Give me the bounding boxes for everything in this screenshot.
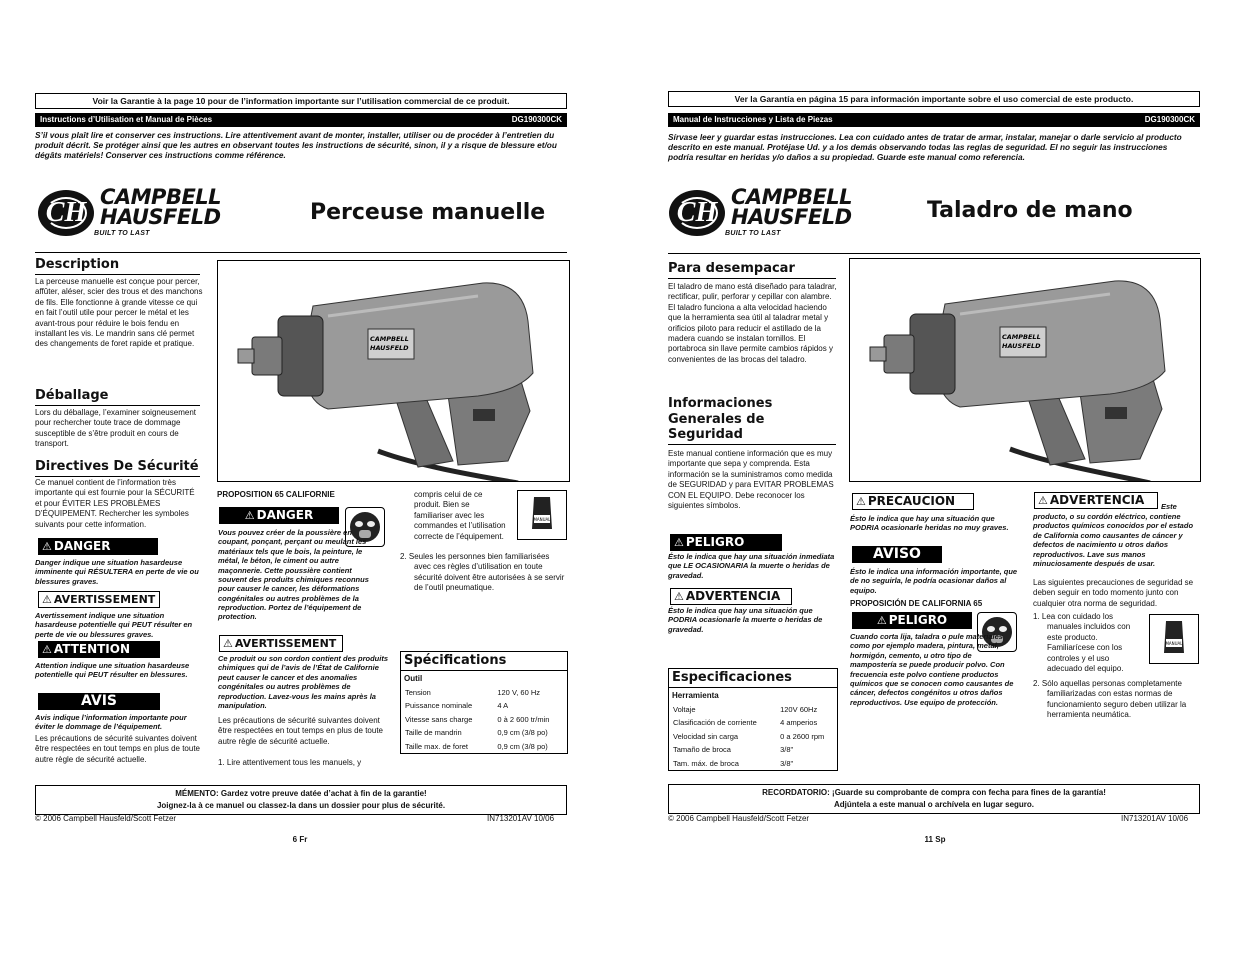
read-manual-icon [517,490,567,540]
danger-label [670,534,782,551]
danger-desc: Ésto le indica que hay una situación inmediata que LE OCASIONARIA la muerte o heridas de gravedad. [668,552,835,580]
safety-heading: Directives De Sécurité [35,459,200,477]
attention-desc: Attention indique une situation hasardeuse potentielle qui PEUT résulter en blessures. [35,661,190,680]
page-number: 11 Sp [924,835,946,844]
reminder-box [668,784,1200,814]
notice-label [852,546,942,563]
unpacking-text: Lors du déballage, l’examiner soigneusement pour rechercher toute trace de dommage susceptible de s’être produit en cours de transport. [35,408,196,449]
header-bar-left: Manual de Instrucciones y Lista de Piezas [673,115,833,125]
attention-text: ATTENTION [53,642,131,657]
spec-value: 120 V, 60 Hz [497,687,541,697]
prop65-desc: Vous pouvez créer de la poussière en coupant, ponçant, perçant ou meulant les matériaux tels que le bois, la peinture, le métal, le béton, le ciment ou autre maçonnerie. Cette poussière contient souvent des produits chimiques reconnus pour causer le cancer, les déformations congénitales ou autres problèmes de la reproduction. Portez de l’équipement de protection. [218,528,369,622]
spec-value: 3/8" [780,758,794,768]
unpacking-text: El taladro de mano está diseñado para taladrar, rectificar, pulir, perforar y cepillar con alambre. El taladro funciona a alta velocidad haciendo que la herramienta sea útil al taladrar metal y orificios piloto para reducir el astillado de la madera cuando se instalan tornillos. El portabroca sin llave permite cambios rápidos y convenientes de las brocas del taladro. [668,282,837,364]
warning2-desc: Ce produit ou son cordon contient des produits chimiques qui de l’avis de l’État de Californie peut causer le cancer et des anomalies congénitales ou autres problèmes de reproduction. Lavez-vous les mains après la manipulation. [218,654,388,710]
table-row [669,730,837,744]
description-heading: Description [35,257,200,275]
caution-text: PRECAUCION [867,494,956,509]
logo-line2: HAUSFELD [731,204,852,229]
header-bar [35,113,567,127]
warning-triangle-icon: ⚠ [223,636,233,650]
spec-label: Velocidad sin carga [673,731,739,741]
prop65-heading: PROPOSICIÓN DE CALIFORNIA 65 [850,599,983,608]
unpacking-heading: Déballage [35,388,200,406]
warning-triangle-icon: ⚠ [876,613,887,627]
drill-photo [217,260,570,482]
notice-text: AVISO [873,545,921,562]
intro-text: S’il vous plaît lire et conserver ces instructions. Lire attentivement avant de monter, installer, utiliser ou de procéder à l’entretien du produit décrit. Se protéger ainsi que les autres en observant toutes les instructions de sécurité, sinon, il y a risque de blessure et/ou dégâts matériels! Conserver ces instructions comme référence. [35,130,557,160]
warning-triangle-icon: ⚠ [42,592,52,606]
logo-mark: CH [38,190,94,236]
page-title: Perceuse manuelle [310,200,546,225]
warning-triangle-icon: ⚠ [42,539,52,553]
table-row [401,686,567,700]
spec-value: 4 A [497,701,509,711]
precautions-mid: Les précautions de sécurité suivantes doivent être respectées en tout temps en plus de toute autre règle de sécurité actuelle. [218,716,383,746]
warning2-first-word: Este [1161,502,1177,511]
doc-code: IN713201AV 10/06 [1121,814,1189,823]
item-2: 2. Seules les personnes bien familiarisées avec ces règles d’utilisation en toute sécurité doivent être autorisées à se servir de l’outil pneumatique. [400,552,565,593]
prop65-danger-label [219,507,339,524]
page-title: Taladro de mano [927,198,1133,223]
notice-label [38,693,160,710]
manual-tag: MANUAL [533,517,551,522]
warning2-text: AVERTISSEMENT [234,636,337,650]
description-text: La perceuse manuelle est conçue pour percer, affûter, aléser, scier des trous et des manchons de fils. Elle fonctionne à grande vitesse ce qui en fait l’outil utile pour percer le métal et les avant-trous pour réduire le bois fendu en installant les vis. Le mandrin sans clé permet des changements de foret rapide et pratique. [35,277,203,349]
spec-label: Tension [405,687,431,697]
drill-image [850,259,1201,482]
brand-logo [669,185,853,238]
item-1b: compris celui de ce produit. Bien se familiariser avec les commandes et l’utilisation correcte de l’équipement. [414,490,506,541]
divider [668,253,1200,254]
model-number: DG190300CK [1144,115,1195,125]
danger-text: PELIGRO [685,535,745,550]
manual-tag: MANUAL [1165,641,1183,646]
spec-value: 0,9 cm (3/8 po) [497,741,548,751]
warning-triangle-icon: ⚠ [856,494,866,508]
spec-value: 0,9 cm (3/8 po) [497,728,548,738]
reminder-line-1: RECORDATORIO: ¡Guarde su comprobante de compra con fecha para fines de la garantía! [762,788,1106,797]
warranty-note: Voir la Garantie à la page 10 pour de l’information importante sur l’utilisation commercial de ce produit. [35,93,567,109]
prop65-danger-text: DANGER [256,508,314,523]
warning-triangle-icon: ⚠ [674,535,684,549]
warning-desc: Avertissement indique une situation hasardeuse potentielle qui PEUT résulter en perte de vie ou blessures graves. [35,611,193,639]
prop65-danger-text: PELIGRO [888,613,948,628]
warning2-label [219,635,343,652]
divider [35,252,567,253]
danger-label [38,538,158,555]
brand-logo [38,185,222,238]
copyright: © 2006 Campbell Hausfeld/Scott Fetzer [35,814,177,823]
attention-label [38,641,160,658]
warranty-note: Ver la Garantía en página 15 para información importante sobre el uso comercial de este producto. [668,91,1200,107]
copyright: © 2006 Campbell Hausfeld/Scott Fetzer [668,814,810,823]
spec-value: 3/8" [780,745,794,755]
item-1a: 1. Lire attentivement tous les manuels, y [218,758,362,767]
reminder-box [35,785,567,815]
model-number: DG190300CK [511,115,562,125]
danger-desc: Danger indique une situation hasardeuse imminente qui RÉSULTERA en perte de vie ou blessures graves. [35,558,199,586]
warning-triangle-icon: ⚠ [1038,493,1048,507]
reminder-line-2: Adjúntela a este manual o archívela en lugar seguro. [833,800,1035,809]
notice-desc: Avis indique l’information importante pour éviter le dommage de l’équipement. [35,713,187,732]
spec-rows [669,703,837,771]
spec-table [400,651,568,754]
warning2-text: ADVERTENCIA [1049,493,1145,508]
prop65-heading: PROPOSITION 65 CALIFORNIE [217,490,335,499]
drill-brand-2: HAUSFELD [370,344,409,352]
drill-brand-1: CAMPBELL [370,335,409,343]
spec-heading: Especificaciones [669,669,837,688]
drill-brand-2: HAUSFELD [1002,342,1041,350]
warning-desc: Ésto le indica que hay una situación que PODRIA ocasionarle la muerte o heridas de gravedad. [668,606,823,634]
spec-label: Taille max. de foret [405,741,468,751]
caution-label [852,493,974,510]
unpacking-heading: Para desempacar [668,261,836,279]
prop65-desc: Cuando corta lija, taladra o pule materiales como por ejemplo madera, pintura, metal, hormigón, cemento, u otro tipo de mampostería se puede producir polvo. Con frecuencia este polvo contiene productos químicos que se conocen como causantes de cáncer, defectos congénitos u otros daños reproductivos. Use equipo de protección. [850,632,1014,707]
table-row [669,757,837,771]
table-row [401,726,567,740]
doc-code: IN713201AV 10/06 [487,814,555,823]
notice-desc: Ésto le indica una información importante, que de no seguirla, le podría ocasionar daños al equipo. [850,567,1018,595]
spec-value: 0 à 2 600 tr/min [497,714,550,724]
logo-mark: CH [669,190,725,236]
spec-label: Vitesse sans charge [405,714,473,724]
table-row [401,740,567,754]
spec-subheading: Outil [404,673,423,683]
warning-label [38,591,160,608]
caution-desc: Ésto le indica que hay una situación que PODRIA ocasionarle heridas no muy graves. [850,514,1009,533]
warning-triangle-icon: ⚠ [244,508,255,522]
table-row [669,703,837,717]
manual-glyph [522,493,562,537]
drill-image [218,261,570,482]
spec-label: Voltaje [673,704,696,714]
item-2: 2. Sólo aquellas personas completamente familiarizadas con estas normas de funcionamiento seguro deben utilizar la herramienta neumática. [1033,679,1187,720]
warning-triangle-icon: ⚠ [674,589,684,603]
safety-text: Este manual contiene información que es muy importante que sepa y comprenda. Esta información se la suministramos como medida de SEGURIDAD y para EVITAR PROBLEMAS CON EL EQUIPO. Debe reconocer los siguientes símbolos. [668,449,834,510]
spec-rows [401,686,567,754]
item-1: 1. Lea con cuidado los manuales incluidos con este producto. Familiarícese con los controles y el uso adecuado del equipo. [1033,612,1131,673]
spec-table [668,668,838,771]
spec-subheading: Herramienta [672,690,719,700]
warning-triangle-icon: ⚠ [42,642,52,656]
table-row [669,716,837,730]
warning-label [670,588,792,605]
header-bar [668,113,1200,127]
logo-tagline: BUILT TO LAST [94,229,150,237]
notice-text: AVIS [80,692,117,709]
danger-text: DANGER [53,539,111,554]
table-row [401,699,567,713]
logo-tagline: BUILT TO LAST [725,229,781,237]
french-page [0,0,600,954]
spec-heading: Spécifications [401,652,567,671]
spec-value: 120V 60Hz [780,704,818,714]
logo-line1: CAMPBELL [100,185,222,209]
logo-line2: HAUSFELD [100,204,221,229]
warning-text: ADVERTENCIA [685,589,781,604]
safety-text: Ce manuel contient de l’information très importante qui est fournie pour la SÉCURITÉ et pour ÉVITER LES PROBLÈMES D’ÉQUIPEMENT. Rechercher les symboles suivants pour cette information. [35,478,195,529]
safety-heading: Informaciones Generales de Seguridad [668,396,836,445]
spec-value: 0 a 2600 rpm [780,731,825,741]
precautions-left: Les précautions de sécurité suivantes doivent être respectées en tout temps en plus de toute autre règle de sécurité actuelle. [35,734,200,764]
spec-label: Tamaño de broca [673,745,731,755]
spec-label: Tam. máx. de broca [673,758,739,768]
drill-photo [849,258,1201,482]
spec-label: Puissance nominale [405,701,473,711]
intro-text: Sírvase leer y guardar estas instrucciones. Lea con cuidado antes de tratar de armar, instalar, manejar o darle servicio al producto descrito en este manual. Protéjase Ud. y a los demás observando todas las reglas de seguridad. El no seguir las instrucciones podría resultar en heridas y/o daños a su propiedad. Guarde este manual como referencia. [668,132,1182,162]
prop65-danger-label [852,612,972,629]
warning2-label [1034,492,1158,509]
read-manual-icon [1149,614,1199,664]
drill-brand-1: CAMPBELL [1002,333,1041,341]
warning2-desc: producto, o su cordón eléctrico, contiene productos químicos conocidos por el estado de California como causantes de cáncer y defectos de nacimiento u otros daños reproductivos. Lave sus manos minuciosamente después de usar. [1033,512,1194,568]
reminder-line-1: MÉMENTO: Gardez votre preuve datée d’achat à fin de la garantie! [175,789,427,798]
spanish-page [635,0,1235,954]
logo-line1: CAMPBELL [731,185,853,209]
header-bar-left: Instructions d’Utilisation et Manual de Pièces [40,115,213,125]
spec-label: Clasificación de corriente [673,718,757,728]
page-number: 6 Fr [292,835,308,844]
warning-text: AVERTISSEMENT [53,592,156,606]
spec-label: Taille de mandrin [405,728,462,738]
manual-glyph [1154,617,1194,661]
precautions: Las siguientes precauciones de seguridad se deben seguir en todo momento junto con cualquier otra norma de seguridad. [1033,578,1194,608]
table-row [401,713,567,727]
spec-value: 4 amperios [780,718,818,728]
reminder-line-2: Joignez-la à ce manuel ou classez-la dans un dossier pour plus de sécurité. [156,801,446,810]
table-row [669,743,837,757]
